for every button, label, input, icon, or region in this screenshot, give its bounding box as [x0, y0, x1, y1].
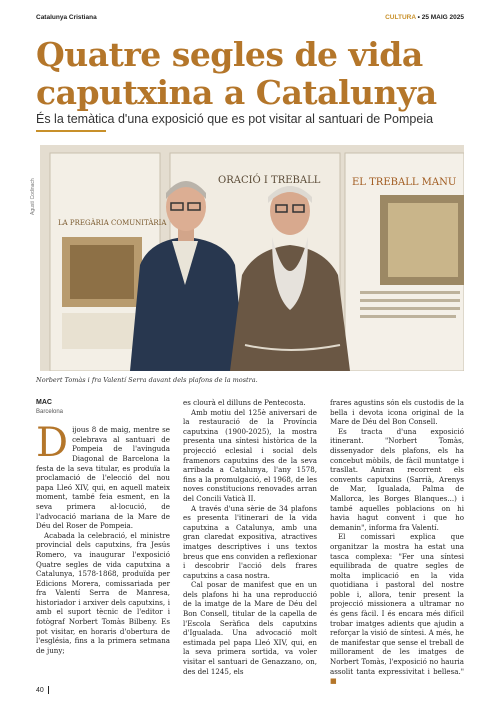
photo-caption: Norbert Tomàs i fra Valentí Serra davant dels plafons de la mostra. — [36, 376, 258, 384]
article-body — [36, 398, 466, 686]
end-mark: ■ — [330, 676, 337, 686]
photo-illustration — [40, 145, 464, 371]
body-paragraph: Cal posar de manifest que en un dels plafons hi ha una reproducció de la imatge de la Mare de Déu del Bon Consell, titular de la capella de l'Escola Seràfica dels caputxins d'Igualada. Una advocació molt estimada pel papa Lleó XIV, qui, en la seva primera sortida, va voler visitar el santuari de Genazzano, on, des del 1245, els — [183, 580, 317, 676]
separator-dot: • — [417, 14, 422, 21]
body-paragraph: frares agustins són els custodis de la bella i devota icona original de la Mare de Déu del Bon Consell. — [330, 398, 464, 427]
article-photo — [40, 145, 464, 371]
author-name: MAC — [36, 399, 52, 406]
page-header — [36, 14, 464, 26]
footer-divider — [48, 686, 49, 694]
article-subtitle: És la temàtica d'una exposició que es pot visitar al santuari de Pompeia — [36, 112, 434, 126]
body-paragraph: Es tracta d'una exposició itinerant. "Norbert Tomàs, dissenyador dels plafons, els ha concebut mòbils, de fàcil muntatge i trasllat. Aniran recorrent els convents caputxins (Sarrià, Arenys de Mar, Igualada, Palma de Mallorca, les Borges Blanques...) i també aquelles poblacions on hi havia hagut convent i que ho demanin", informa fra Valentí. — [330, 426, 464, 532]
title-rule — [36, 130, 106, 132]
body-paragraph-text: El comissari explica que organitzar la mostra ha estat una tasca complexa: "Fer una síntesi equilibrada de quatre segles de molta implicació en la vida quotidiana i pastoral del nostre poble i, allora, tenir present la projecció missionera a ultramar no és gens fàcil. I és encara més difícil trobar imatges adients que ajudin a reforçar la visió de síntesi. A més, he de manifestar que sense el treball de millorament de les imatges de Norbert Tomàs, l'exposició no hauria assolit tanta expressivitat i bellesa." — [330, 532, 464, 676]
body-paragraph: ijous 8 de maig, mentre se celebrava al santuari de Pompeia de l'avinguda Diagonal de Barcelona la festa de la seva titular, es produïa la proclamació de l'elecció del nou papa Lleó XIV, qui, en aquell mateix moment, també feia esment, en la seva primera al·locució, de l'advocació mariana de la Mare de Déu del Roser de Pompeia. — [36, 425, 170, 531]
body-paragraph — [330, 532, 464, 686]
lead-paragraph-block — [36, 420, 170, 531]
body-column-1 — [36, 398, 170, 655]
body-paragraph: Amb motiu del 125è aniversari de la restauració de la Província caputxina (1900-2025), la mostra presenta una síntesi històrica de la projecció eclesial i social dels framenors caputxins des de la seva arribada a Catalunya, l'any 1578, fins a la promulgació, el 1968, de les noves constitucions renovades arran del Concili Vaticà II. — [183, 407, 317, 503]
photo-credit: Agustí Codinach — [30, 178, 36, 215]
page-footer — [36, 686, 49, 694]
body-column-2 — [183, 398, 317, 676]
brand-name: Catalunya Cristiana — [36, 14, 97, 21]
body-paragraph: es clourà el dilluns de Pentecosta. — [183, 398, 306, 407]
publication-brand — [36, 14, 97, 21]
issue-date: 25 MAIG 2025 — [421, 14, 464, 21]
article-title: Quatre segles de vida caputxina a Catalunya — [36, 35, 437, 112]
page-number: 40 — [36, 686, 44, 694]
drop-cap: D — [36, 420, 69, 467]
body-paragraph: A través d'una sèrie de 34 plafons es presenta l'itinerari de la vida caputxina a Catalunya, amb una gran claredat expositiva, atractives imatges descriptives i uns textos breus que ens conviden a reflexionar i descobrir l'acció dels frares caputxins a casa nostra. — [183, 503, 317, 580]
panel-left-title: LA PREGÀRIA COMUNITÀRIA — [58, 219, 167, 227]
section-name: CULTURA — [385, 14, 416, 21]
section-and-date — [385, 14, 464, 21]
body-paragraph: Acabada la celebració, el ministre provincial dels caputxins, fra Jesús Romero, va inaugurar l'exposició Quatre segles de vida caputxina a Catalunya, 1578-1868, produïda per Edicions Morera, comissariada per fra Valentí Serra de Manresa, historiador i arxiver dels caputxins, i amb el suport tècnic de l'editor i fotògraf Norbert Tomàs Bilbeny. Es pot visitar, en horaris d'obertura de l'església, fins a la primera setmana de juny; — [36, 530, 170, 655]
panel-mid-title: ORACIÓ I TREBALL — [218, 175, 321, 186]
body-column-3 — [330, 398, 464, 686]
author-location: Barcelona — [36, 408, 64, 415]
panel-right-title: EL TREBALL MANU — [352, 177, 457, 188]
